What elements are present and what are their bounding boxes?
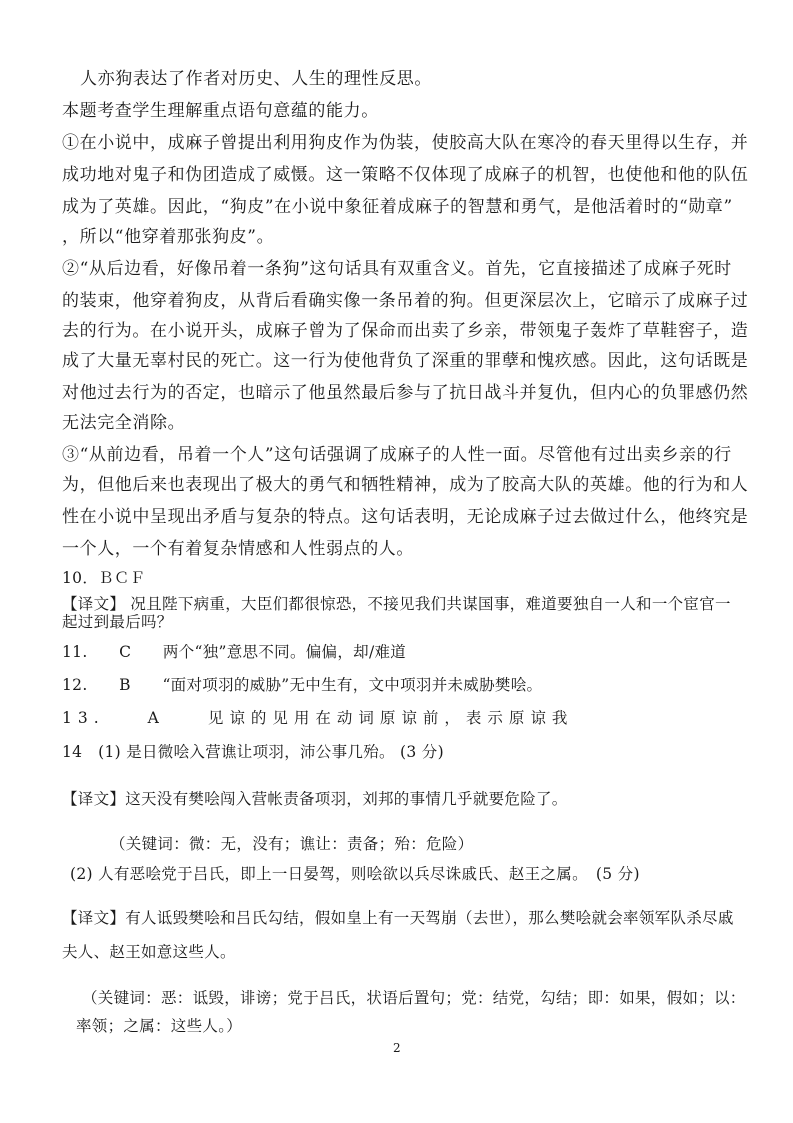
- answer-14-1: 14 (1) 是日微哙入营谯让项羽，沛公事几殆。 (3 分): [62, 743, 444, 761]
- text-line: 人亦狗表达了作者对历史、人生的理性反思。: [80, 69, 432, 89]
- keywords-line: （关键词：恶：诋毁，诽谤；党于吕氏，状语后置句；党：结党，勾结；即：如果，假如；以：: [82, 989, 746, 1007]
- answer-11: 11. C 两个“独”意思不同。偏偏，却/难道: [62, 643, 407, 661]
- translation-line: 夫人、赵王如意这些人。: [62, 943, 236, 961]
- text-line: ，所以“他穿着那张狗皮”。: [62, 227, 275, 247]
- text-line: 去的行为。在小说开头，成麻子曾为了保命而出卖了乡亲，带领鬼子轰炸了草鞋窖子，造: [62, 321, 749, 341]
- translation-line: 【译文】有人诋毁樊哙和吕氏勾结，假如皇上有一天驾崩（去世），那么樊哙就会率领军队杀尽戚: [62, 909, 734, 927]
- translation-line: 【译文】 况且陛下病重，大臣们都很惊恐，不接见我们共谋国事，难道要独自一人和一个宦官一: [62, 595, 731, 613]
- text-line: ②“从后边看，好像吊着一条狗”这句话具有双重含义。首先，它直接描述了成麻子死时: [62, 259, 732, 279]
- text-line: ①在小说中，成麻子曾提出利用狗皮作为伪装，使胶高大队在寒冷的春天里得以生存，并: [62, 133, 749, 153]
- text-line: 本题考查学生理解重点语句意蕴的能力。: [62, 101, 379, 121]
- answer-14-2: (2) 人有恶哙党于吕氏，即上一日晏驾，则哙欲以兵尽诛戚氏、赵王之属。 (5 分): [70, 865, 640, 883]
- text-line: 无法完全消除。: [62, 413, 186, 433]
- text-line: 对他过去行为的否定，也暗示了他虽然最后参与了抗日战斗并复仇，但内心的负罪感仍然: [62, 383, 749, 403]
- text-line: ③“从前边看，吊着一个人”这句话强调了成麻子的人性一面。尽管他有过出卖乡亲的行: [62, 445, 732, 465]
- page-number: 2: [393, 1041, 401, 1055]
- text-line: 成为了英雄。因此，“狗皮”在小说中象征着成麻子的智慧和勇气，是他活着时的“勋章”: [62, 197, 733, 217]
- answer-12: 12. B “面对项羽的威胁”无中生有，文中项羽并未威胁樊哙。: [62, 676, 543, 694]
- text-line: 成了大量无辜村民的死亡。这一行为使他背负了深重的罪孽和愧疚感。因此，这句话既是: [62, 351, 749, 371]
- text-line: 成功地对鬼子和伪团造成了威慑。这一策略不仅体现了成麻子的机智，也使他和他的队伍: [62, 165, 749, 185]
- text-line: 为，但他后来也表现出了极大的勇气和牺牲精神，成为了胶高大队的英雄。他的行为和人: [62, 475, 749, 495]
- keywords-line: 率领；之属：这些人。）: [76, 1017, 243, 1035]
- keywords-line: （关键词：微：无，没有；谯让：责备；殆：危险）: [110, 835, 474, 853]
- answer-10: 10．ＢＣＦ: [62, 569, 146, 587]
- text-line: 的装束，他穿着狗皮，从背后看确实像一条吊着的狗。但更深层次上，它暗示了成麻子过: [62, 291, 749, 311]
- text-line: 一个人，一个有着复杂情感和人性弱点的人。: [62, 539, 414, 559]
- translation-line: 起过到最后吗？: [62, 613, 173, 631]
- text-line: 性在小说中呈现出矛盾与复杂的特点。这句话表明，无论成麻子过去做过什么，他终究是: [62, 507, 749, 527]
- answer-13: 13. A 见谅的见用在动词原谅前，表示原谅我: [62, 709, 574, 727]
- translation-line: 【译文】这天没有樊哙闯入营帐责备项羽，刘邦的事情几乎就要危险了。: [62, 790, 568, 808]
